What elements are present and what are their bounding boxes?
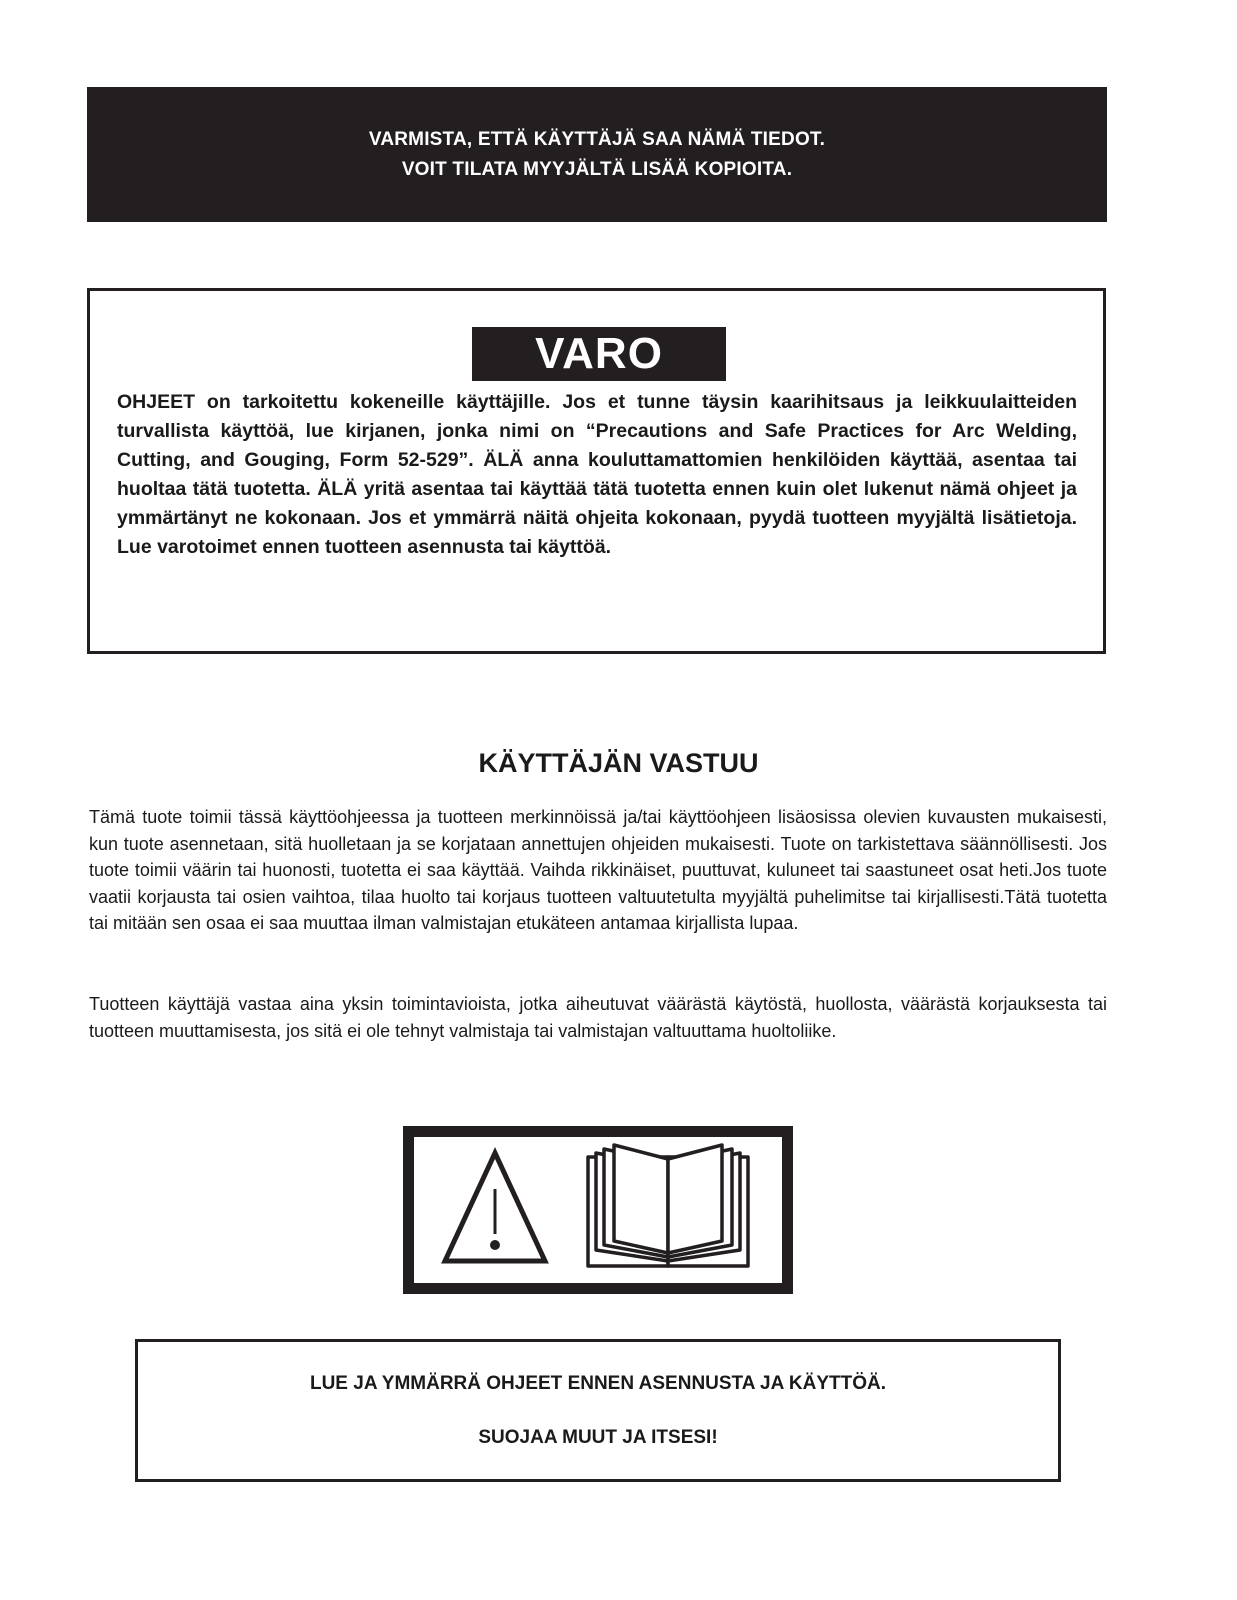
- safety-symbols-box: [403, 1126, 793, 1294]
- bottom-notice-line-1: LUE JA YMMÄRRÄ OHJEET ENNEN ASENNUSTA JA KÄYTTÖÄ.: [309, 1373, 887, 1394]
- banner-line-1: VARMISTA, ETTÄ KÄYTTÄJÄ SAA NÄMÄ TIEDOT.: [368, 128, 826, 150]
- bottom-notice-box: [135, 1339, 1061, 1482]
- banner-line-2: VOIT TILATA MYYJÄLTÄ LISÄÄ KOPIOITA.: [401, 158, 793, 180]
- bottom-notice-line-2: SUOJAA MUUT JA ITSESI!: [478, 1427, 718, 1448]
- responsibility-paragraph-1: Tämä tuote toimii tässä käyttöohjeessa ja tuotteen merkinnöissä ja/tai käyttöohjeen lisäosissa olevien kuvausten mukaisesti, kun tuote asennetaan, sitä huolletaan ja se korjataan annettujen ohjeiden mukaisesti. Tuote on tarkistettava säännöllisesti. Jos tuote toimii väärin tai huonosti, tuotetta ei saa käyttää. Vaihda rikkinäiset, puuttuvat, kuluneet tai saastuneet osat heti.Jos tuote vaatii korjausta tai osien vaihtoa, tilaa huolto tai korjaus tuotteen valtuutetulta myyjältä puhelimitse tai kirjallisesti.Tätä tuotetta tai mitään sen osaa ei saa muuttaa ilman valmistajan etukäteen antamaa kirjallista lupaa.: [89, 807, 1107, 933]
- caution-title: VARO: [472, 327, 726, 381]
- responsibility-heading: KÄYTTÄJÄN VASTUU: [478, 748, 759, 778]
- caution-box: [87, 288, 1106, 654]
- responsibility-paragraph-2: Tuotteen käyttäjä vastaa aina yksin toimintavioista, jotka aiheutuvat väärästä käytöstä, huollosta, väärästä korjauksesta tai tuotteen muuttamisesta, jos sitä ei ole tehnyt valmistaja tai valmistajan valtuuttama huoltoliike.: [89, 994, 1107, 1041]
- open-manual-icon: [588, 1145, 748, 1266]
- warning-triangle-icon: [445, 1153, 545, 1261]
- top-banner: [87, 87, 1107, 222]
- safety-symbols-inner: [414, 1137, 782, 1283]
- caution-text: OHJEET on tarkoitettu kokeneille käyttäjille. Jos et tunne täysin kaarihitsaus ja leikkuulaitteiden turvallista käyttöä, lue kirjanen, jonka nimi on “Precautions and Safe Practices for Arc Welding, Cutting, and Gouging, Form 52-529”. ÄLÄ anna kouluttamattomien henkilöiden käyttää, asentaa tai huoltaa tätä tuotetta. ÄLÄ yritä asentaa tai käyttää tätä tuotetta ennen kuin olet lukenut nämä ohjeet ja ymmärtänyt ne kokonaan. Jos et ymmärrä näitä ohjeita kokonaan, pyydä tuotteen myyjältä lisätietoja. Lue varotoimet ennen tuotteen asennusta tai käyttöä.: [117, 391, 1077, 558]
